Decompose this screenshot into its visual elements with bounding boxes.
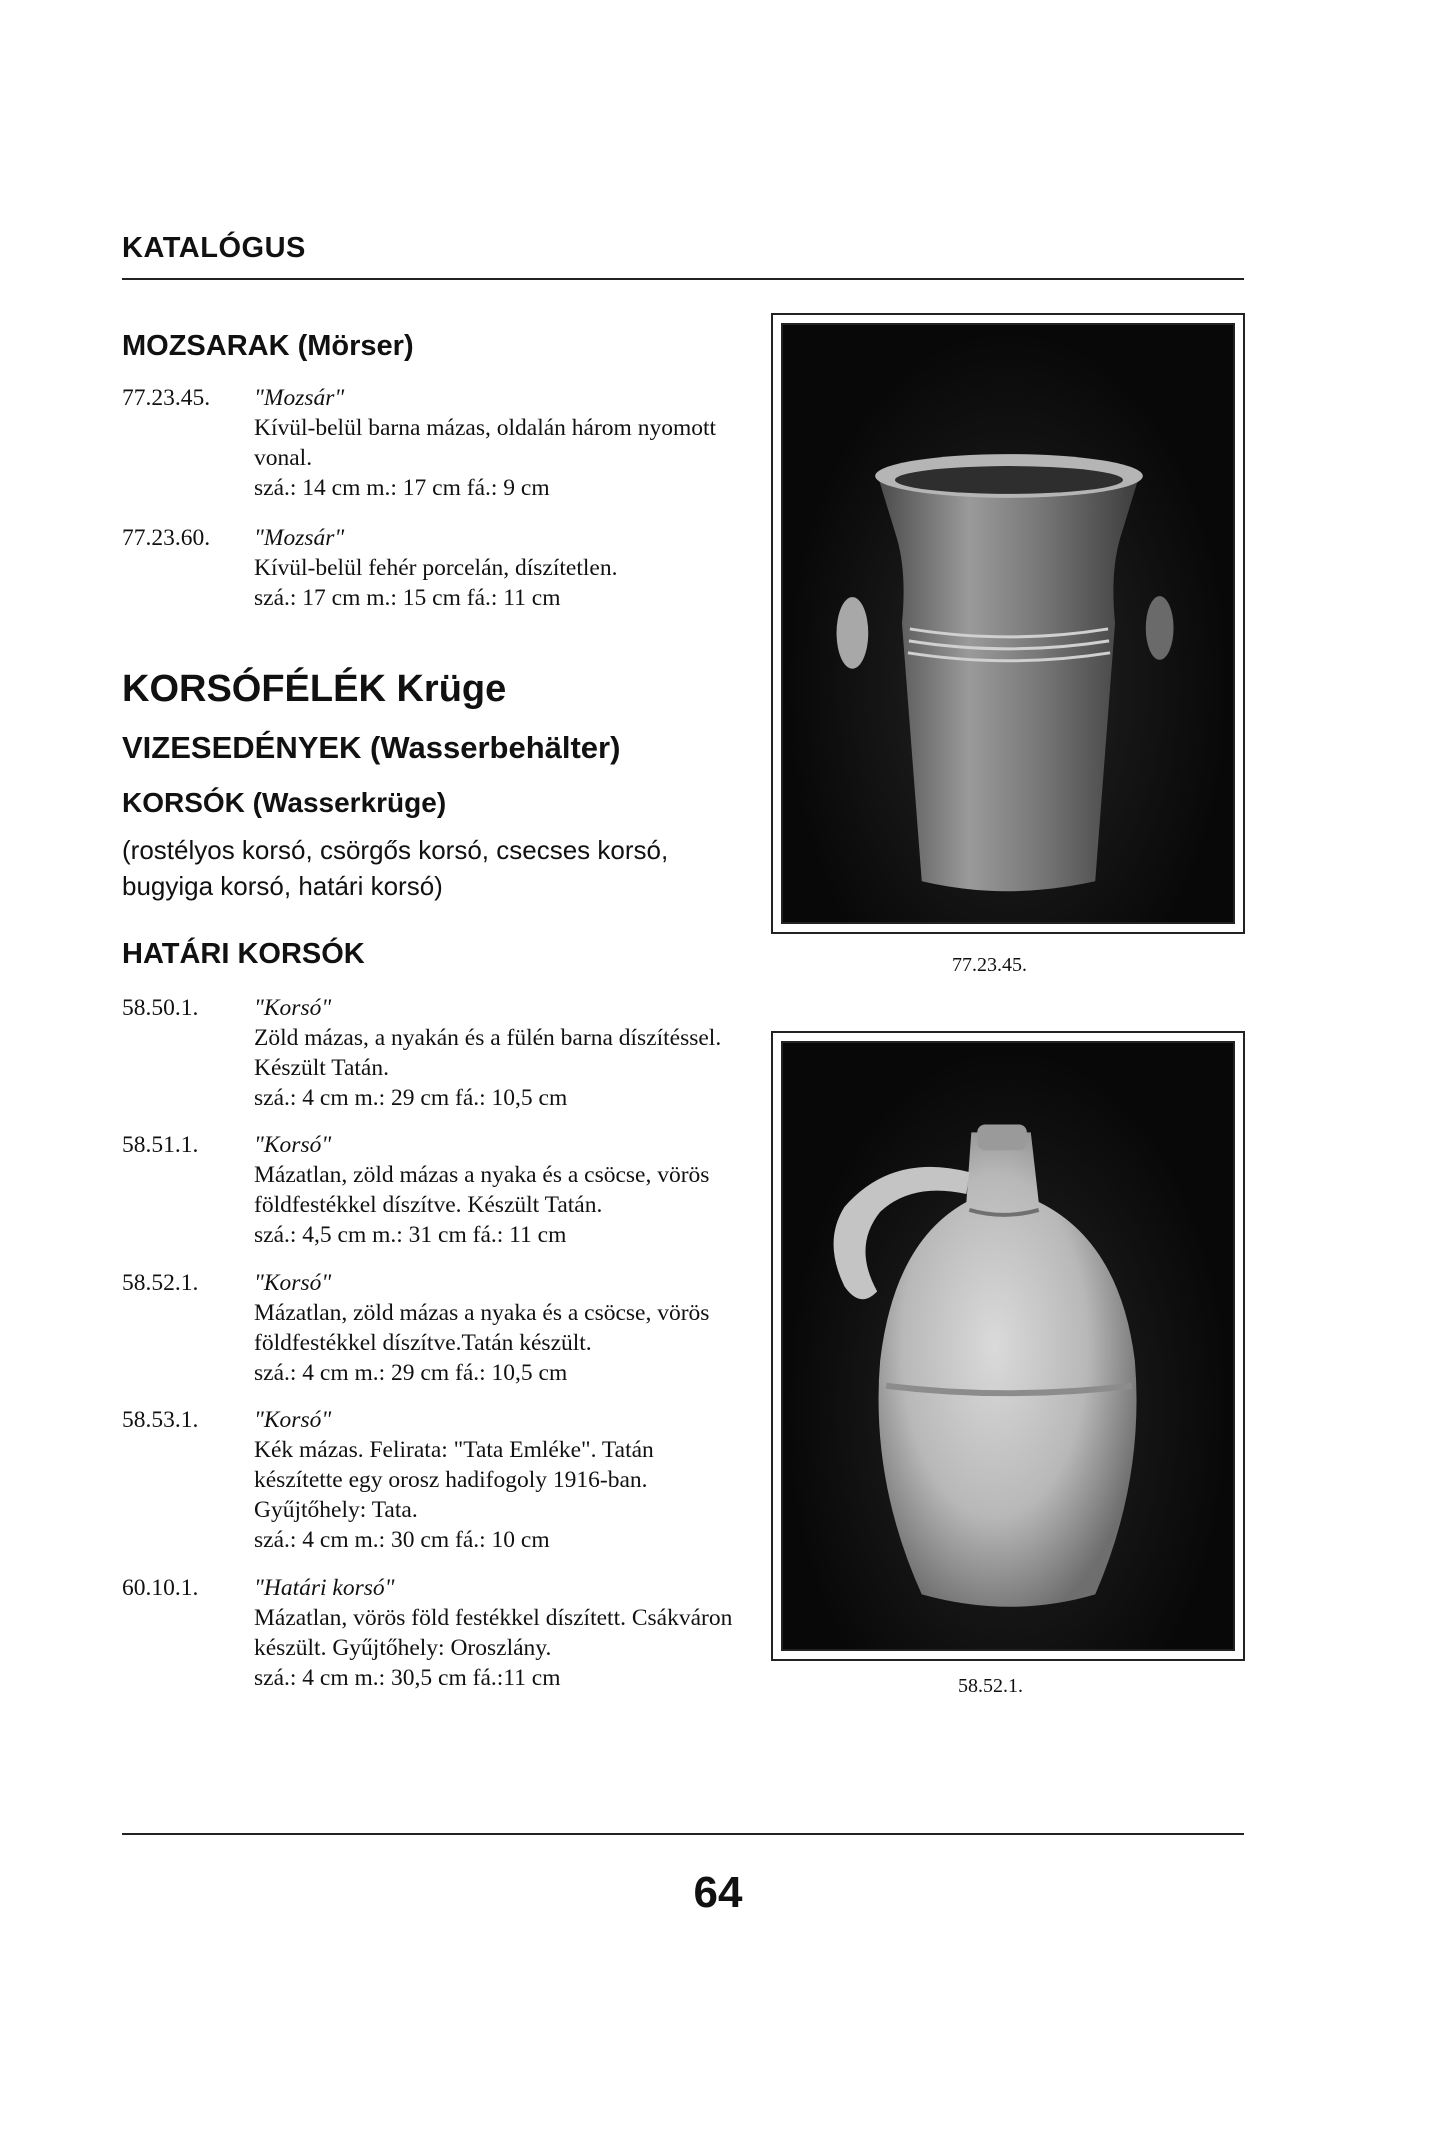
entry-title: "Korsó" — [254, 1270, 332, 1296]
entry-description: Kívül-belül fehér porcelán, díszítetlen. — [254, 555, 618, 581]
catalog-entry — [122, 1130, 742, 1250]
footer-divider — [122, 1833, 1244, 1835]
entry-title: "Korsó" — [254, 1132, 332, 1158]
entry-dimensions: szá.: 4 cm m.: 30,5 cm fá.:11 cm — [254, 1665, 561, 1691]
catalog-entry — [122, 993, 742, 1113]
entry-number: 58.51.1. — [122, 1132, 199, 1158]
entry-description: Kék mázas. Felirata: "Tata Emléke". Tatán készítette egy orosz hadifogoly 1916-ban. — [254, 1437, 654, 1493]
section-heading-korsok: KORSÓK (Wasserkrüge) — [122, 787, 447, 818]
entry-number: 77.23.60. — [122, 525, 211, 551]
entry-title: "Mozsár" — [254, 385, 345, 411]
entry-dimensions: szá.: 17 cm m.: 15 cm fá.: 11 cm — [254, 585, 561, 611]
section-heading-mozsarak: MOZSARAK (Mörser) — [122, 330, 414, 362]
page-header: KATALÓGUS — [122, 232, 306, 264]
entry-title: "Korsó" — [254, 1407, 332, 1433]
entry-number: 60.10.1. — [122, 1575, 199, 1601]
entry-description: Mázatlan, zöld mázas a nyaka és a csöcse, vörös földfestékkel díszítve. Készült Tatán. — [254, 1162, 710, 1218]
entry-description: Mázatlan, zöld mázas a nyaka és a csöcse, vörös földfestékkel díszítve.Tatán készült. — [254, 1300, 710, 1356]
entry-dimensions: szá.: 4 cm m.: 29 cm fá.: 10,5 cm — [254, 1085, 568, 1111]
entry-dimensions: szá.: 14 cm m.: 17 cm fá.: 9 cm — [254, 475, 550, 501]
jug-illustration — [783, 1043, 1233, 1649]
mortar-illustration — [783, 325, 1233, 922]
entry-description: Kívül-belül barna mázas, oldalán három nyomott vonal. — [254, 415, 717, 471]
entry-number: 58.50.1. — [122, 995, 199, 1021]
entry-number: 58.52.1. — [122, 1270, 199, 1296]
section-heading-vizesedenyek: VIZESEDÉNYEK (Wasserbehälter) — [122, 730, 621, 765]
header-divider — [122, 278, 1244, 280]
entry-dimensions: szá.: 4,5 cm m.: 31 cm fá.: 11 cm — [254, 1222, 567, 1248]
entry-description: Mázatlan, vörös föld festékkel díszített. Csákváron készült. Gyűjtőhely: Oroszlány. — [254, 1605, 733, 1661]
entry-title: "Határi korsó" — [254, 1575, 395, 1601]
entry-collection-place: Gyűjtőhely: Tata. — [254, 1497, 418, 1523]
jug-photo — [771, 1031, 1245, 1661]
entry-title: "Mozsár" — [254, 525, 345, 551]
catalog-entry — [122, 1573, 742, 1693]
section-heading-hatari-korsok: HATÁRI KORSÓK — [122, 938, 365, 970]
page-number: 64 — [693, 1868, 743, 1917]
catalog-entry — [122, 1405, 742, 1555]
mortar-photo-caption: 77.23.45. — [952, 954, 1027, 976]
catalog-entry — [122, 383, 742, 503]
entry-description: Zöld mázas, a nyakán és a fülén barna díszítéssel. Készült Tatán. — [254, 1025, 722, 1081]
section-heading-korsofelek: KORSÓFÉLÉK Krüge — [122, 668, 507, 710]
korsok-types-note: (rostélyos korsó, csörgős korsó, csecses korsó, bugyiga korsó, határi korsó) — [122, 835, 669, 901]
entry-dimensions: szá.: 4 cm m.: 30 cm fá.: 10 cm — [254, 1527, 550, 1553]
entry-number: 77.23.45. — [122, 385, 211, 411]
entry-title: "Korsó" — [254, 995, 332, 1021]
entry-dimensions: szá.: 4 cm m.: 29 cm fá.: 10,5 cm — [254, 1360, 568, 1386]
catalog-entry — [122, 523, 742, 613]
mortar-photo — [771, 313, 1245, 934]
jug-photo-caption: 58.52.1. — [958, 1675, 1023, 1697]
catalog-entry — [122, 1268, 742, 1388]
entry-number: 58.53.1. — [122, 1407, 199, 1433]
